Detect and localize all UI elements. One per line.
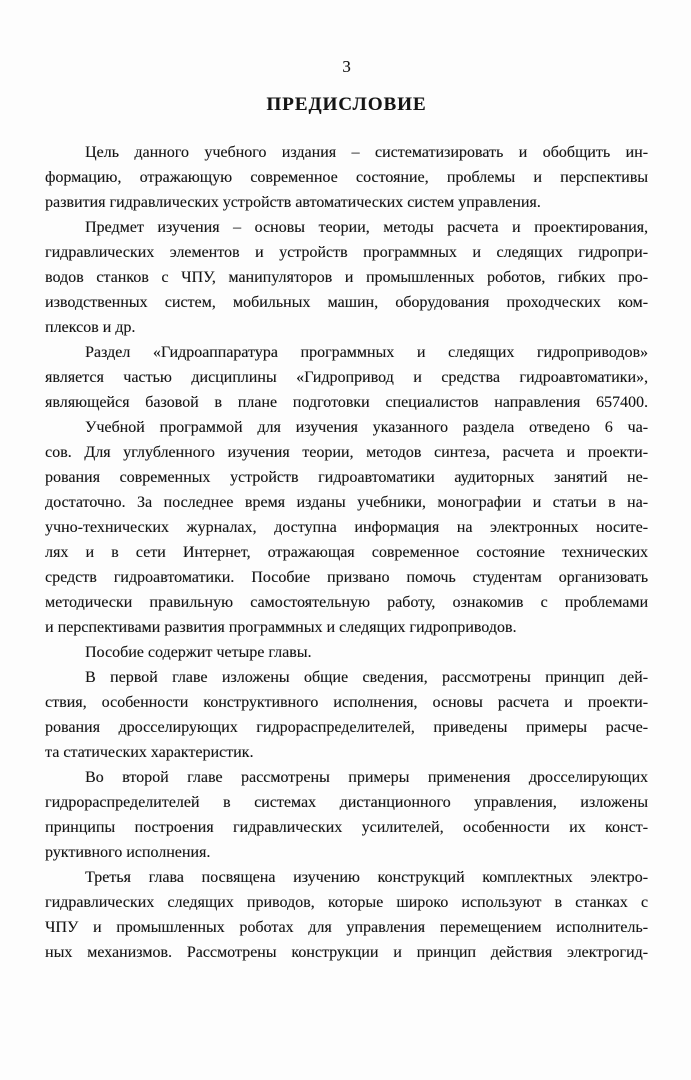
- text-line: изводственных систем, мобильных машин, оборудования проходческих ком-: [45, 294, 648, 311]
- text-line: гидравлических элементов и устройств программных и следящих гидропри-: [45, 244, 648, 261]
- paragraph: [45, 865, 648, 965]
- text-line: ных механизмов. Рассмотрены конструкции и принцип действия электрогид-: [45, 944, 648, 961]
- text-line: являющейся базовой в плане подготовки специалистов направления 657400.: [45, 394, 648, 411]
- text-line: и перспективами развития программных и следящих гидроприводов.: [45, 619, 517, 636]
- text-line: формацию, отражающую современное состояние, проблемы и перспективы: [45, 169, 648, 186]
- paragraph: [45, 765, 648, 865]
- text-line: В первой главе изложены общие сведения, рассмотрены принцип дей-: [85, 669, 648, 686]
- paragraph: [45, 665, 648, 765]
- body-text: [45, 140, 648, 965]
- text-line: учно-технических журналах, доступна информация на электронных носите-: [45, 519, 648, 536]
- text-line: Предмет изучения – основы теории, методы расчета и проектирования,: [85, 219, 648, 236]
- text-line: Во второй главе рассмотрены примеры применения дросселирующих: [85, 769, 648, 786]
- text-line: водов станков с ЧПУ, манипуляторов и промышленных роботов, гибких про-: [45, 269, 648, 286]
- paragraph: [45, 340, 648, 415]
- text-line: руктивного исполнения.: [45, 844, 211, 861]
- paragraph: [45, 640, 648, 665]
- chapter-heading: ПРЕДИСЛОВИЕ: [266, 94, 427, 115]
- text-line: гидравлических следящих приводов, которые широко используют в станках с: [45, 894, 648, 911]
- text-line: Пособие содержит четыре главы.: [85, 644, 312, 661]
- text-line: методически правильную самостоятельную работу, ознакомив с проблемами: [45, 594, 648, 611]
- text-line: ЧПУ и промышленных роботах для управления перемещением исполнитель-: [45, 919, 648, 936]
- paragraph: [45, 415, 648, 640]
- text-line: сов. Для углубленного изучения теории, методов синтеза, расчета и проекти-: [45, 444, 648, 461]
- text-line: является частью дисциплины «Гидропривод и средства гидроавтоматики»,: [45, 369, 648, 386]
- text-line: достаточно. За последнее время изданы учебники, монографии и статьи в на-: [45, 494, 648, 511]
- text-line: средств гидроавтоматики. Пособие призвано помочь студентам организовать: [45, 569, 648, 586]
- text-line: лях и в сети Интернет, отражающая современное состояние технических: [45, 544, 648, 561]
- text-line: рования дросселирующих гидрораспределителей, приведены примеры расче-: [45, 719, 648, 736]
- text-line: ствия, особенности конструктивного исполнения, основы расчета и проекти-: [45, 694, 648, 711]
- text-line: та статических характеристик.: [45, 744, 254, 761]
- text-line: рования современных устройств гидроавтоматики аудиторных занятий не-: [45, 469, 648, 486]
- text-line: Учебной программой для изучения указанного раздела отведено 6 ча-: [85, 419, 648, 436]
- text-line: Цель данного учебного издания – систематизировать и обобщить ин-: [85, 144, 648, 161]
- text-line: Третья глава посвящена изучению конструкций комплектных электро-: [85, 869, 648, 886]
- text-line: Раздел «Гидроаппаратура программных и следящих гидроприводов»: [85, 344, 648, 361]
- text-line: принципы построения гидравлических усилителей, особенности их конст-: [45, 819, 648, 836]
- paragraph: [45, 140, 648, 215]
- text-line: развития гидравлических устройств автоматических систем управления.: [45, 194, 541, 211]
- paragraph: [45, 215, 648, 340]
- page-number: 3: [342, 57, 351, 76]
- text-line: гидрораспределителей в системах дистанционного управления, изложены: [45, 794, 648, 811]
- text-line: плексов и др.: [45, 319, 136, 336]
